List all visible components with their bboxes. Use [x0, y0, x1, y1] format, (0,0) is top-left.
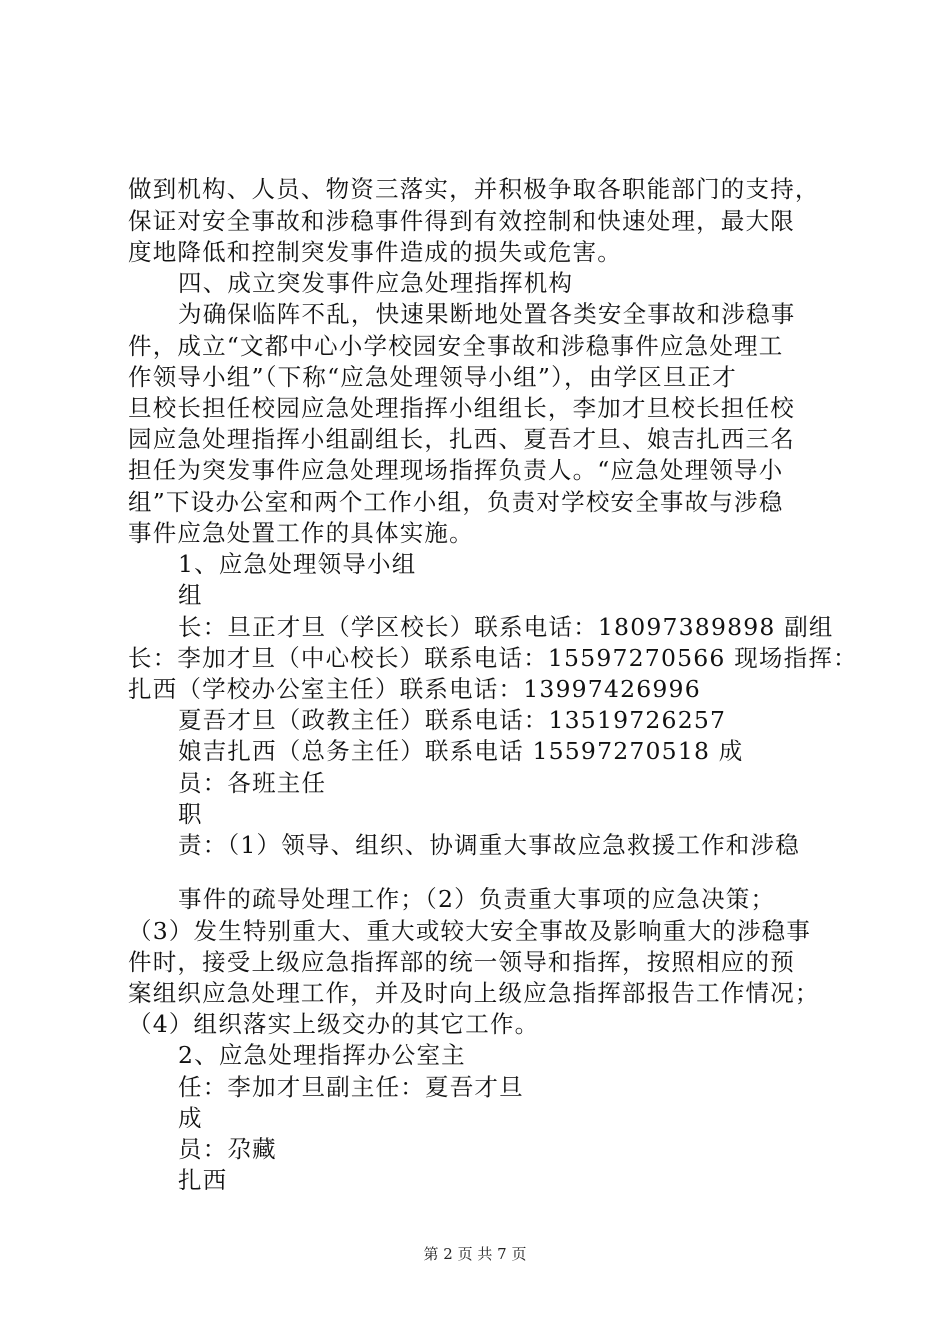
text-line: 担任为突发事件应急处理现场指挥负责人。“应急处理领导小 — [128, 456, 784, 484]
text-line: 长：李加才旦（中心校长）联系电话：15597270566 现场指挥： — [128, 644, 858, 672]
text-line: 长：旦正才旦（学区校长）联系电话：18097389898 副组 — [178, 613, 834, 641]
text-line: 员：尕藏 — [178, 1135, 277, 1163]
text-line: 成 — [178, 1104, 203, 1132]
text-line: 度地降低和控制突发事件造成的损失或危害。 — [128, 238, 622, 266]
text-line: 扎西 — [178, 1166, 228, 1194]
subsection-heading: 1、应急处理领导小组 — [178, 550, 417, 578]
text-line: 夏吾才旦（政教主任）联系电话：13519726257 — [178, 706, 727, 734]
text-line: 园应急处理指挥小组副组长，扎西、夏吾才旦、娘吉扎西三名 — [128, 425, 795, 453]
text-line: 旦校长担任校园应急处理指挥小组组长，李加才旦校长担任校 — [128, 394, 795, 422]
text-line: 为确保临阵不乱，快速果断地处置各类安全事故和涉稳事 — [178, 300, 796, 328]
text-line: 扎西（学校办公室主任）联系电话：13997426996 — [128, 675, 701, 703]
text-line: 件时，接受上级应急指挥部的统一领导和指挥，按照相应的预 — [128, 948, 795, 976]
section-heading: 四、成立突发事件应急处理指挥机构 — [178, 269, 574, 297]
text-line: 员：各班主任 — [178, 769, 327, 797]
text-line: 事件的疏导处理工作；（2）负责重大事项的应急决策； — [178, 885, 776, 913]
text-line: 案组织应急处理工作，并及时向上级应急指挥部报告工作情况； — [128, 979, 820, 1007]
text-line: （3）发生特别重大、重大或较大安全事故及影响重大的涉稳事 — [128, 917, 812, 945]
text-line: 责：（1）领导、组织、协调重大事故应急救援工作和涉稳 — [178, 831, 800, 859]
text-line: 保证对安全事故和涉稳事件得到有效控制和快速处理，最大限 — [128, 207, 795, 235]
text-line: 事件应急处置工作的具体实施。 — [128, 519, 474, 547]
page-number-footer: 第 2 页 共 7 页 — [423, 1245, 527, 1263]
text-line: 娘吉扎西（总务主任）联系电话 15597270518 成 — [178, 737, 744, 765]
text-line: 职 — [178, 800, 203, 828]
text-line: 任：李加才旦副主任：夏吾才旦 — [178, 1073, 524, 1101]
text-line: 组 — [178, 581, 203, 609]
text-line: 作领导小组”（下称“应急处理领导小组”），由学区旦正才 — [128, 363, 737, 391]
text-line: （4）组织落实上级交办的其它工作。 — [128, 1010, 540, 1038]
text-line: 组”下设办公室和两个工作小组，负责对学校安全事故与涉稳 — [128, 488, 784, 516]
text-line: 做到机构、人员、物资三落实，并积极争取各职能部门的支持， — [128, 175, 820, 203]
text-line: 件，成立“文都中心小学校园安全事故和涉稳事件应急处理工 — [128, 332, 784, 360]
subsection-heading: 2、应急处理指挥办公室主 — [178, 1041, 466, 1069]
